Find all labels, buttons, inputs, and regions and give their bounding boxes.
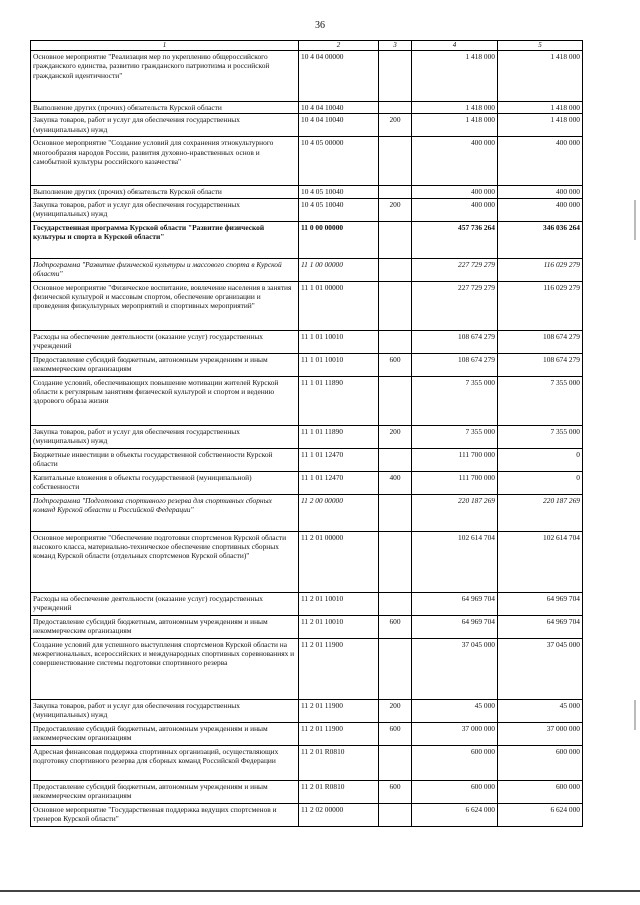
row-value-2022-cell: 220 187 269	[498, 494, 583, 531]
row-value-2022-cell: 37 000 000	[498, 722, 583, 745]
row-value-2021-cell: 400 000	[412, 198, 498, 221]
row-value-2022-cell: 400 000	[498, 198, 583, 221]
row-type-cell	[379, 330, 412, 353]
row-type-cell	[379, 803, 412, 826]
row-name-cell: Выполнение других (прочих) обязательств Курской области	[31, 102, 299, 114]
table-row	[31, 722, 583, 745]
row-name-cell: Выполнение других (прочих) обязательств Курской области	[31, 186, 299, 198]
table-row	[31, 592, 583, 615]
table-row	[31, 376, 583, 425]
header-col-5: 5	[498, 41, 583, 51]
row-value-2022-cell: 1 418 000	[498, 102, 583, 114]
row-code-cell: 10 4 04 10040	[299, 114, 379, 137]
row-value-2022-cell: 45 000	[498, 699, 583, 722]
table-body	[31, 51, 583, 827]
row-type-cell: 400	[379, 471, 412, 494]
row-value-2021-cell: 1 418 000	[412, 102, 498, 114]
table-row	[31, 494, 583, 531]
table-row	[31, 353, 583, 376]
row-value-2021-cell: 400 000	[412, 186, 498, 198]
table-row	[31, 615, 583, 638]
row-value-2022-cell: 6 624 000	[498, 803, 583, 826]
row-code-cell: 11 1 01 12470	[299, 448, 379, 471]
row-value-2021-cell: 1 418 000	[412, 51, 498, 102]
row-code-cell: 11 2 01 11900	[299, 699, 379, 722]
row-value-2022-cell: 346 036 264	[498, 221, 583, 258]
table-row	[31, 471, 583, 494]
row-name-cell: Основное мероприятие "Государственная поддержка ведущих спортсменов и тренеров Курской области"	[31, 803, 299, 826]
row-type-cell: 200	[379, 114, 412, 137]
table-row	[31, 448, 583, 471]
row-type-cell: 600	[379, 780, 412, 803]
row-value-2022-cell: 400 000	[498, 186, 583, 198]
budget-table	[30, 40, 583, 827]
row-code-cell: 11 1 01 00000	[299, 281, 379, 330]
row-value-2022-cell: 0	[498, 471, 583, 494]
row-type-cell: 600	[379, 722, 412, 745]
row-value-2021-cell: 111 700 000	[412, 471, 498, 494]
row-type-cell: 600	[379, 353, 412, 376]
table-row	[31, 330, 583, 353]
row-value-2022-cell: 37 045 000	[498, 638, 583, 699]
row-value-2021-cell: 227 729 279	[412, 258, 498, 281]
row-name-cell: Расходы на обеспечение деятельности (оказание услуг) государственных учреждений	[31, 330, 299, 353]
row-value-2021-cell: 600 000	[412, 780, 498, 803]
row-type-cell	[379, 448, 412, 471]
row-name-cell: Предоставление субсидий бюджетным, автономным учреждениям и иным некоммерческим организациям	[31, 615, 299, 638]
row-value-2022-cell: 7 355 000	[498, 376, 583, 425]
row-value-2022-cell: 1 418 000	[498, 51, 583, 102]
header-col-2: 2	[299, 41, 379, 51]
row-code-cell: 11 1 01 11890	[299, 376, 379, 425]
scan-edge-mark	[634, 200, 636, 240]
row-type-cell	[379, 745, 412, 780]
row-type-cell	[379, 638, 412, 699]
table-row	[31, 198, 583, 221]
table-row	[31, 531, 583, 592]
table-header-row	[31, 41, 583, 51]
row-name-cell: Подпрограмма "Развитие физической культуры и массового спорта в Курской области"	[31, 258, 299, 281]
row-value-2021-cell: 400 000	[412, 137, 498, 186]
table-row	[31, 102, 583, 114]
row-type-cell	[379, 221, 412, 258]
row-type-cell: 600	[379, 615, 412, 638]
row-code-cell: 10 4 05 00000	[299, 137, 379, 186]
row-type-cell	[379, 186, 412, 198]
row-type-cell	[379, 531, 412, 592]
table-row	[31, 803, 583, 826]
row-value-2022-cell: 116 029 279	[498, 258, 583, 281]
row-value-2021-cell: 7 355 000	[412, 425, 498, 448]
row-type-cell	[379, 592, 412, 615]
row-name-cell: Создание условий, обеспечивающих повышение мотивации жителей Курской области к регулярным занятиям физической культурой и спортом и ведению здорового образа жизни	[31, 376, 299, 425]
row-code-cell: 10 4 05 10040	[299, 186, 379, 198]
row-type-cell	[379, 137, 412, 186]
row-value-2021-cell: 111 700 000	[412, 448, 498, 471]
row-value-2021-cell: 227 729 279	[412, 281, 498, 330]
row-code-cell: 10 4 04 00000	[299, 51, 379, 102]
table-row	[31, 137, 583, 186]
row-type-cell	[379, 376, 412, 425]
row-value-2021-cell: 457 736 264	[412, 221, 498, 258]
header-col-4: 4	[412, 41, 498, 51]
row-value-2022-cell: 400 000	[498, 137, 583, 186]
row-value-2021-cell: 64 969 704	[412, 615, 498, 638]
row-name-cell: Закупка товаров, работ и услуг для обеспечения государственных (муниципальных) нужд	[31, 114, 299, 137]
row-value-2022-cell: 600 000	[498, 780, 583, 803]
row-name-cell: Подпрограмма "Подготовка спортивного резерва для спортивных сборных команд Курской области и Российской Федерации"	[31, 494, 299, 531]
row-code-cell: 10 4 04 10040	[299, 102, 379, 114]
row-code-cell: 11 2 00 00000	[299, 494, 379, 531]
row-value-2022-cell: 108 674 279	[498, 330, 583, 353]
row-type-cell: 200	[379, 425, 412, 448]
row-name-cell: Бюджетные инвестиции в объекты государственной собственности Курской области	[31, 448, 299, 471]
row-code-cell: 11 1 01 11890	[299, 425, 379, 448]
row-code-cell: 11 2 01 10010	[299, 615, 379, 638]
row-value-2022-cell: 0	[498, 448, 583, 471]
row-value-2022-cell: 116 029 279	[498, 281, 583, 330]
row-value-2022-cell: 108 674 279	[498, 353, 583, 376]
row-value-2022-cell: 64 969 704	[498, 615, 583, 638]
row-name-cell: Расходы на обеспечение деятельности (оказание услуг) государственных учреждений	[31, 592, 299, 615]
row-type-cell	[379, 102, 412, 114]
row-value-2021-cell: 108 674 279	[412, 330, 498, 353]
row-value-2021-cell: 108 674 279	[412, 353, 498, 376]
row-type-cell	[379, 258, 412, 281]
row-name-cell: Закупка товаров, работ и услуг для обеспечения государственных (муниципальных) нужд	[31, 198, 299, 221]
row-type-cell	[379, 281, 412, 330]
row-value-2021-cell: 64 969 704	[412, 592, 498, 615]
row-value-2022-cell: 1 418 000	[498, 114, 583, 137]
table-row	[31, 114, 583, 137]
table-row	[31, 780, 583, 803]
row-name-cell: Создание условий для успешного выступления спортсменов Курской области на межрегиональных, всероссийских и международных спортивных соревнованиях и совершенствование системы подготовки спортивного резерва	[31, 638, 299, 699]
row-code-cell: 11 1 01 10010	[299, 330, 379, 353]
row-name-cell: Предоставление субсидий бюджетным, автономным учреждениям и иным некоммерческим организациям	[31, 353, 299, 376]
row-code-cell: 11 2 02 00000	[299, 803, 379, 826]
table-row	[31, 258, 583, 281]
row-type-cell: 200	[379, 699, 412, 722]
row-code-cell: 11 0 00 00000	[299, 221, 379, 258]
table-row	[31, 745, 583, 780]
table-row	[31, 281, 583, 330]
row-code-cell: 11 2 01 00000	[299, 531, 379, 592]
row-code-cell: 11 2 01 10010	[299, 592, 379, 615]
table-row	[31, 425, 583, 448]
header-col-1: 1	[31, 41, 299, 51]
row-value-2021-cell: 37 045 000	[412, 638, 498, 699]
row-type-cell: 200	[379, 198, 412, 221]
row-code-cell: 11 2 01 R0810	[299, 780, 379, 803]
row-value-2021-cell: 1 418 000	[412, 114, 498, 137]
row-name-cell: Закупка товаров, работ и услуг для обеспечения государственных (муниципальных) нужд	[31, 699, 299, 722]
row-name-cell: Закупка товаров, работ и услуг для обеспечения государственных (муниципальных) нужд	[31, 425, 299, 448]
table-row	[31, 699, 583, 722]
row-value-2022-cell: 600 000	[498, 745, 583, 780]
row-name-cell: Адресная финансовая поддержка спортивных организаций, осуществляющих подготовку спортивного резерва для сборных команд Российской Федерации	[31, 745, 299, 780]
row-name-cell: Основное мероприятие "Создание условий для сохранения этнокультурного многообразия народов России, развития духовно-нравственных основ и самобытной культуры российского казачества"	[31, 137, 299, 186]
row-value-2021-cell: 7 355 000	[412, 376, 498, 425]
row-name-cell: Предоставление субсидий бюджетным, автономным учреждениям и иным некоммерческим организациям	[31, 722, 299, 745]
table-row	[31, 51, 583, 102]
row-value-2021-cell: 6 624 000	[412, 803, 498, 826]
table-row	[31, 638, 583, 699]
row-code-cell: 11 1 00 00000	[299, 258, 379, 281]
row-type-cell	[379, 494, 412, 531]
row-name-cell: Предоставление субсидий бюджетным, автономным учреждениям и иным некоммерческим организациям	[31, 780, 299, 803]
row-type-cell	[379, 51, 412, 102]
page-number: 36	[315, 20, 325, 31]
row-name-cell: Государственная программа Курской области "Развитие физической культуры и спорта в Курской области"	[31, 221, 299, 258]
row-code-cell: 11 2 01 R0810	[299, 745, 379, 780]
row-value-2022-cell: 102 614 704	[498, 531, 583, 592]
row-value-2022-cell: 64 969 704	[498, 592, 583, 615]
row-code-cell: 11 2 01 11900	[299, 638, 379, 699]
table-row	[31, 186, 583, 198]
row-value-2021-cell: 600 000	[412, 745, 498, 780]
scan-bottom-rule	[0, 890, 640, 892]
row-value-2021-cell: 37 000 000	[412, 722, 498, 745]
row-code-cell: 11 2 01 11900	[299, 722, 379, 745]
row-code-cell: 11 1 01 10010	[299, 353, 379, 376]
row-value-2021-cell: 45 000	[412, 699, 498, 722]
header-col-3: 3	[379, 41, 412, 51]
row-name-cell: Капитальные вложения в объекты государственной (муниципальной) собственности	[31, 471, 299, 494]
table-row	[31, 221, 583, 258]
row-value-2021-cell: 220 187 269	[412, 494, 498, 531]
scan-edge-mark	[634, 700, 636, 730]
row-value-2022-cell: 7 355 000	[498, 425, 583, 448]
row-value-2021-cell: 102 614 704	[412, 531, 498, 592]
row-code-cell: 10 4 05 10040	[299, 198, 379, 221]
row-name-cell: Основное мероприятие "Обеспечение подготовки спортсменов Курской области высокого класса, материально-техническое обеспечение спортивных сборных команд Курской области (отдельных спортсменов Курской области)"	[31, 531, 299, 592]
row-name-cell: Основное мероприятие "Физическое воспитание, вовлечение населения в занятия физической культурой и массовым спортом, обеспечение организации и проведения физкультурных мероприятий и спортивных мероприятий"	[31, 281, 299, 330]
row-code-cell: 11 1 01 12470	[299, 471, 379, 494]
row-name-cell: Основное мероприятие "Реализация мер по укреплению общероссийского гражданского единства, развитию гражданского патриотизма и российской гражданской идентичности"	[31, 51, 299, 102]
